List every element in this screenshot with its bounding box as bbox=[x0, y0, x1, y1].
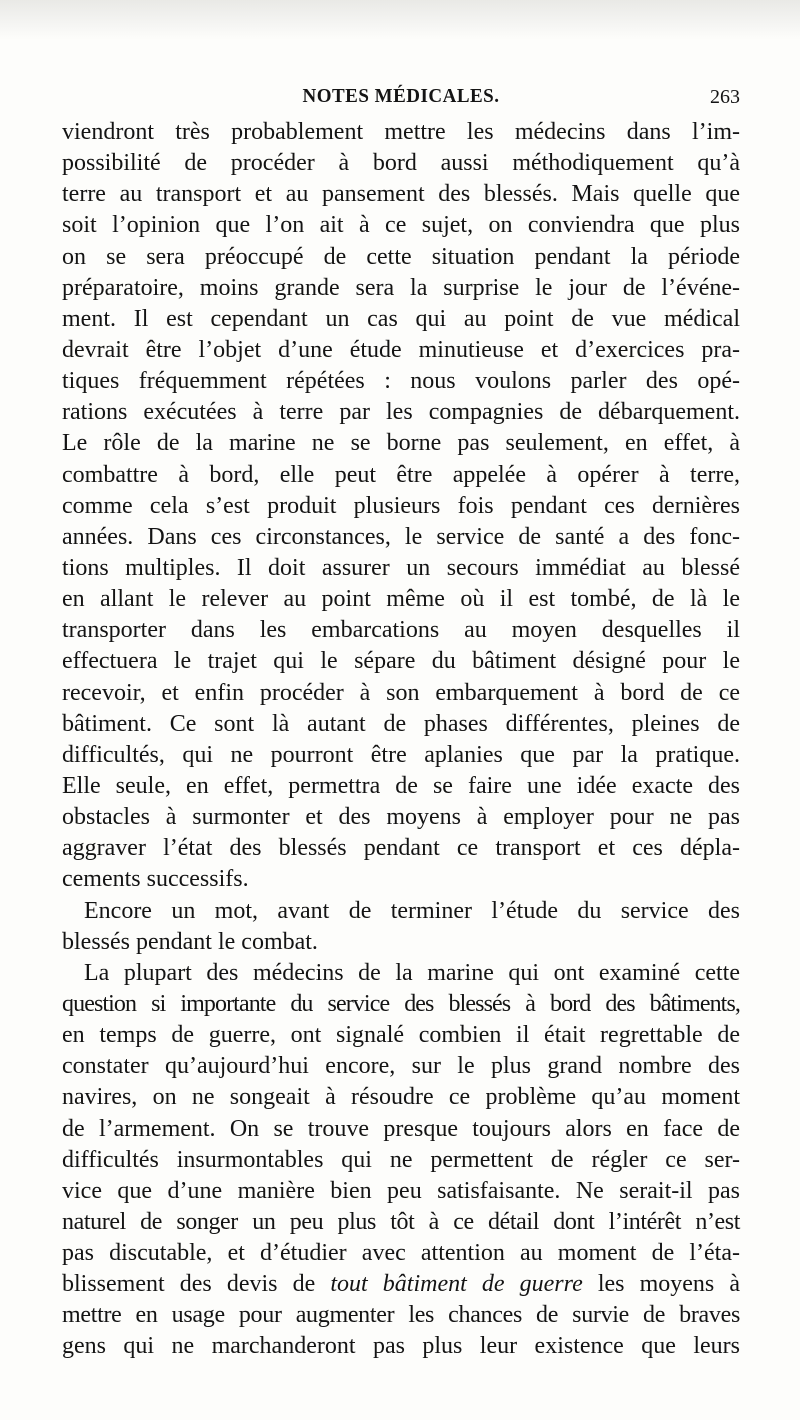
text-line: navires, on ne songeait à résoudre ce problème qu’au moment bbox=[62, 1084, 740, 1111]
text-line: blessés pendant le combat. bbox=[62, 928, 318, 955]
text-line: terre au transport et au pansement des blessés. Mais quelle que bbox=[62, 181, 740, 208]
text-line: tiques fréquemment répétées : nous voulons parler des opé- bbox=[62, 368, 740, 395]
text-line: cements successifs. bbox=[62, 866, 249, 893]
text-line: question si importante du service des blessés à bord des bâtiments, bbox=[62, 990, 740, 1017]
text-span: blissement des devis de bbox=[62, 1271, 331, 1298]
text-line: difficultés, qui ne pourront être aplanies que par la pratique. bbox=[62, 741, 740, 768]
text-line: possibilité de procéder à bord aussi méthodiquement qu’à bbox=[62, 150, 740, 177]
text-line: on se sera préoccupé de cette situation pendant la période bbox=[62, 243, 740, 270]
text-line: préparatoire, moins grande sera la surprise le jour de l’événe- bbox=[62, 274, 740, 301]
text-line: naturel de songer un peu plus tôt à ce détail dont l’intérêt n’est bbox=[62, 1208, 740, 1235]
running-title: NOTES MÉDICALES. bbox=[302, 85, 500, 108]
text-line bbox=[62, 1269, 740, 1300]
text-line: combattre à bord, elle peut être appelée à opérer à terre, bbox=[62, 461, 740, 488]
text-line: mettre en usage pour augmenter les chances de survie de braves bbox=[62, 1302, 740, 1329]
text-line: transporter dans les embarcations au moyen desquelles il bbox=[62, 617, 740, 644]
text-line: en allant le relever au point même où il est tombé, de là le bbox=[62, 586, 740, 613]
italic-text-span: tout bâtiment de guerre bbox=[330, 1271, 583, 1298]
text-line: devrait être l’objet d’une étude minutieuse et d’exercices pra- bbox=[62, 336, 740, 363]
body-text bbox=[62, 117, 740, 1363]
text-line: tions multiples. Il doit assurer un secours immédiat au blessé bbox=[62, 554, 740, 581]
text-line: Elle seule, en effet, permettra de se faire une idée exacte des bbox=[62, 772, 740, 799]
text-line: gens qui ne marchanderont pas plus leur existence que leurs bbox=[62, 1333, 740, 1360]
text-line: soit l’opinion que l’on ait à ce sujet, on conviendra que plus bbox=[62, 212, 740, 239]
text-line: constater qu’aujourd’hui encore, sur le plus grand nombre des bbox=[62, 1053, 740, 1080]
page-top-edge bbox=[0, 0, 800, 40]
text-line: vice que d’une manière bien peu satisfaisante. Ne serait-il pas bbox=[62, 1177, 740, 1204]
text-line: effectuera le trajet qui le sépare du bâtiment désigné pour le bbox=[62, 648, 740, 675]
text-line: recevoir, et enfin procéder à son embarquement à bord de ce bbox=[62, 679, 740, 706]
text-line: ment. Il est cependant un cas qui au point de vue médical bbox=[62, 305, 740, 332]
text-line: années. Dans ces circonstances, le service de santé a des fonc- bbox=[62, 523, 740, 550]
text-line: obstacles à surmonter et des moyens à employer pour ne pas bbox=[62, 804, 740, 831]
text-line: comme cela s’est produit plusieurs fois pendant ces dernières bbox=[62, 492, 740, 519]
text-span: les moyens à bbox=[582, 1271, 740, 1298]
text-line: rations exécutées à terre par les compagnies de débarquement. bbox=[62, 399, 740, 426]
paragraph-start-line: La plupart des médecins de la marine qui ont examiné cette bbox=[84, 959, 740, 986]
text-line: difficultés insurmontables qui ne permettent de régler ce ser- bbox=[62, 1146, 740, 1173]
text-line: bâtiment. Ce sont là autant de phases différentes, pleines de bbox=[62, 710, 740, 737]
text-line: aggraver l’état des blessés pendant ce transport et ces dépla- bbox=[62, 835, 740, 862]
text-line: de l’armement. On se trouve presque toujours alors en face de bbox=[62, 1115, 740, 1142]
text-line: pas discutable, et d’étudier avec attention au moment de l’éta- bbox=[62, 1240, 740, 1267]
text-line: en temps de guerre, ont signalé combien il était regrettable de bbox=[62, 1022, 740, 1049]
text-line: Le rôle de la marine ne se borne pas seulement, en effet, à bbox=[62, 430, 740, 457]
running-header bbox=[62, 86, 740, 112]
page-number: 263 bbox=[710, 86, 740, 108]
paragraph-start-line: Encore un mot, avant de terminer l’étude du service des bbox=[84, 897, 740, 924]
text-line: viendront très probablement mettre les médecins dans l’im- bbox=[62, 119, 740, 145]
